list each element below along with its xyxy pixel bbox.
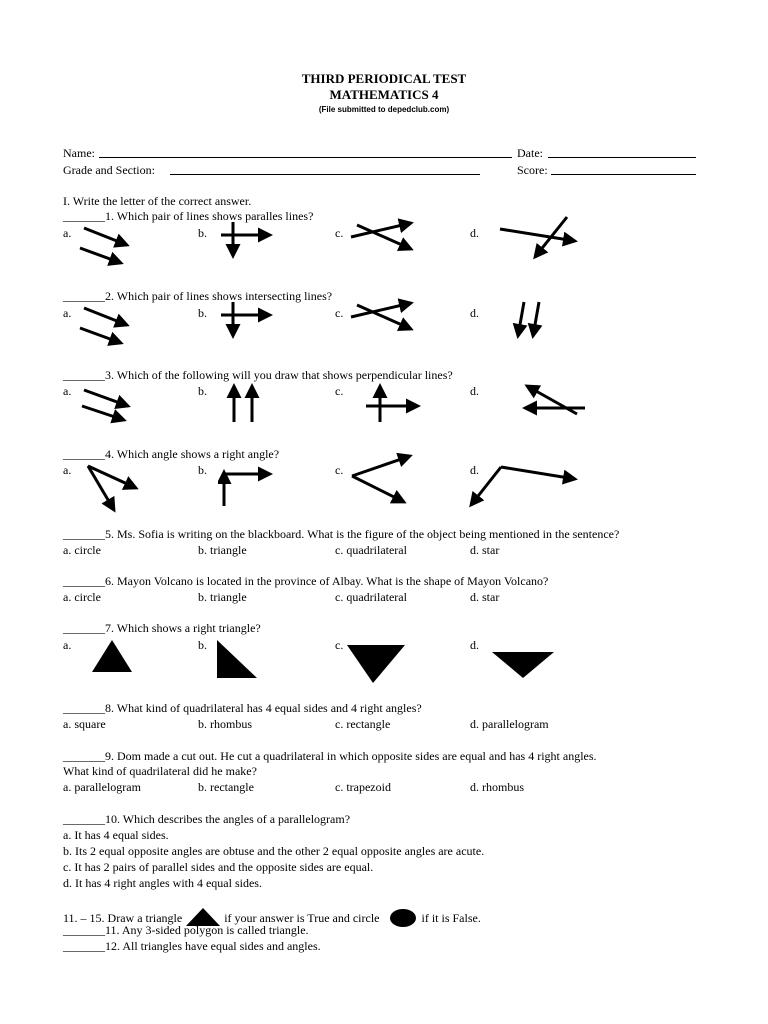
subject-title: MATHEMATICS 4 <box>329 87 439 102</box>
q7c-inverted-triangle-figure <box>345 643 407 685</box>
tf-instructions: 11. – 15. Draw a triangle if your answer is True and circle if it is False. <box>63 907 481 928</box>
name-label: Name: <box>63 146 95 160</box>
q2c-intersecting-lines-figure <box>345 297 421 337</box>
q8-choice-c: c. rectangle <box>335 717 391 731</box>
grade-section-label: Grade and Section: <box>63 163 155 177</box>
q9-choice-a: a. parallelogram <box>63 780 141 794</box>
q6-choice-a: a. circle <box>63 590 101 604</box>
tf-item-12: _______12. All triangles have equal sides and angles. <box>63 939 321 953</box>
question-7: _______7. Which shows a right triangle? <box>63 621 261 635</box>
q2d-parallel-lines-figure <box>508 298 548 342</box>
q4b-right-angle-figure <box>218 462 278 512</box>
q1c-intersecting-lines-figure <box>345 217 421 257</box>
q1-choice-c: c. <box>335 226 344 240</box>
question-8: _______8. What kind of quadrilateral has 4 equal sides and 4 right angles? <box>63 701 422 715</box>
q5-choice-d: d. star <box>470 543 500 557</box>
name-line <box>99 157 512 158</box>
tf-item-11: _______11. Any 3-sided polygon is called triangle. <box>63 923 309 937</box>
q4-choice-b: b. <box>198 463 207 477</box>
question-2: _______2. Which pair of lines shows intersecting lines? <box>63 289 333 303</box>
date-line <box>548 157 696 158</box>
q10-option-c: c. It has 2 pairs of parallel sides and the opposite sides are equal. <box>63 860 374 874</box>
q1d-intersecting-lines-figure <box>495 213 583 261</box>
q4-choice-c: c. <box>335 463 344 477</box>
q10-option-a: a. It has 4 equal sides. <box>63 828 169 842</box>
q3a-parallel-lines-figure <box>76 386 136 426</box>
q6-choice-b: b. triangle <box>198 590 247 604</box>
q10-option-b: b. Its 2 equal opposite angles are obtuse and the other 2 equal opposite angles are acute. <box>63 844 485 858</box>
q10-option-d: d. It has 4 right angles with 4 equal sides. <box>63 876 262 890</box>
q2-choice-a: a. <box>63 306 72 320</box>
q3-choice-c: c. <box>335 384 344 398</box>
q3-choice-d: d. <box>470 384 479 398</box>
instructions: I. Write the letter of the correct answer. <box>63 194 252 208</box>
grade-section-line <box>170 174 480 175</box>
question-1: _______1. Which pair of lines shows paralles lines? <box>63 209 314 223</box>
question-5: _______5. Ms. Sofia is writing on the blackboard. What is the figure of the object being mentioned in the sentence? <box>63 527 620 541</box>
question-6: _______6. Mayon Volcano is located in the province of Albay. What is the shape of Mayon Volcano? <box>63 574 549 588</box>
q3-choice-b: b. <box>198 384 207 398</box>
q2-choice-c: c. <box>335 306 344 320</box>
q4-choice-a: a. <box>63 463 72 477</box>
q8-choice-b: b. rhombus <box>198 717 252 731</box>
q3b-parallel-lines-figure <box>222 380 266 424</box>
q7-choice-a: a. <box>63 638 72 652</box>
q7-choice-b: b. <box>198 638 207 652</box>
q8-choice-d: d. parallelogram <box>470 717 549 731</box>
q6-choice-d: d. star <box>470 590 500 604</box>
q7-choice-c: c. <box>335 638 344 652</box>
q6-choice-c: c. quadrilateral <box>335 590 407 604</box>
q1-choice-d: d. <box>470 226 479 240</box>
q9-choice-d: d. rhombus <box>470 780 524 794</box>
q3c-perpendicular-lines-figure <box>360 380 424 424</box>
q3d-intersecting-lines-figure <box>515 378 591 422</box>
score-label: Score: <box>517 163 548 177</box>
date-label: Date: <box>517 146 543 160</box>
q7d-inverted-triangle-figure <box>490 650 556 680</box>
q3-choice-a: a. <box>63 384 72 398</box>
question-9: _______9. Dom made a cut out. He cut a quadrilateral in which opposite sides are equal and has 4 right angles. <box>63 749 597 763</box>
q2-choice-d: d. <box>470 306 479 320</box>
question-9-line2: What kind of quadrilateral did he make? <box>63 764 257 778</box>
circle-icon <box>388 908 418 928</box>
test-title: THIRD PERIODICAL TEST <box>301 71 467 86</box>
source-note: (File submitted to depedclub.com) <box>318 105 450 114</box>
q5-choice-a: a. circle <box>63 543 101 557</box>
q7b-right-triangle-figure <box>215 638 259 680</box>
q8-choice-a: a. square <box>63 717 106 731</box>
q9-choice-b: b. rectangle <box>198 780 254 794</box>
q2b-perpendicular-lines-figure <box>215 300 275 340</box>
q7-choice-d: d. <box>470 638 479 652</box>
question-10: _______10. Which describes the angles of a parallelogram? <box>63 812 351 826</box>
q1a-parallel-lines-figure <box>72 222 138 270</box>
q9-choice-c: c. trapezoid <box>335 780 391 794</box>
q2-choice-b: b. <box>198 306 207 320</box>
q7a-equilateral-triangle-figure <box>90 638 134 674</box>
question-3: _______3. Which of the following will you draw that shows perpendicular lines? <box>63 368 453 382</box>
q5-choice-b: b. triangle <box>198 543 247 557</box>
score-line <box>551 174 696 175</box>
q4-choice-d: d. <box>470 463 479 477</box>
q1-choice-b: b. <box>198 226 207 240</box>
question-4: _______4. Which angle shows a right angle? <box>63 447 280 461</box>
q1b-perpendicular-lines-figure <box>215 220 275 260</box>
q4a-acute-angle-figure <box>80 458 146 516</box>
q4d-obtuse-angle-figure <box>465 461 583 511</box>
q1-choice-a: a. <box>63 226 72 240</box>
q5-choice-c: c. quadrilateral <box>335 543 407 557</box>
q4c-acute-angle-figure <box>346 452 418 510</box>
q2a-parallel-lines-figure <box>72 302 138 350</box>
